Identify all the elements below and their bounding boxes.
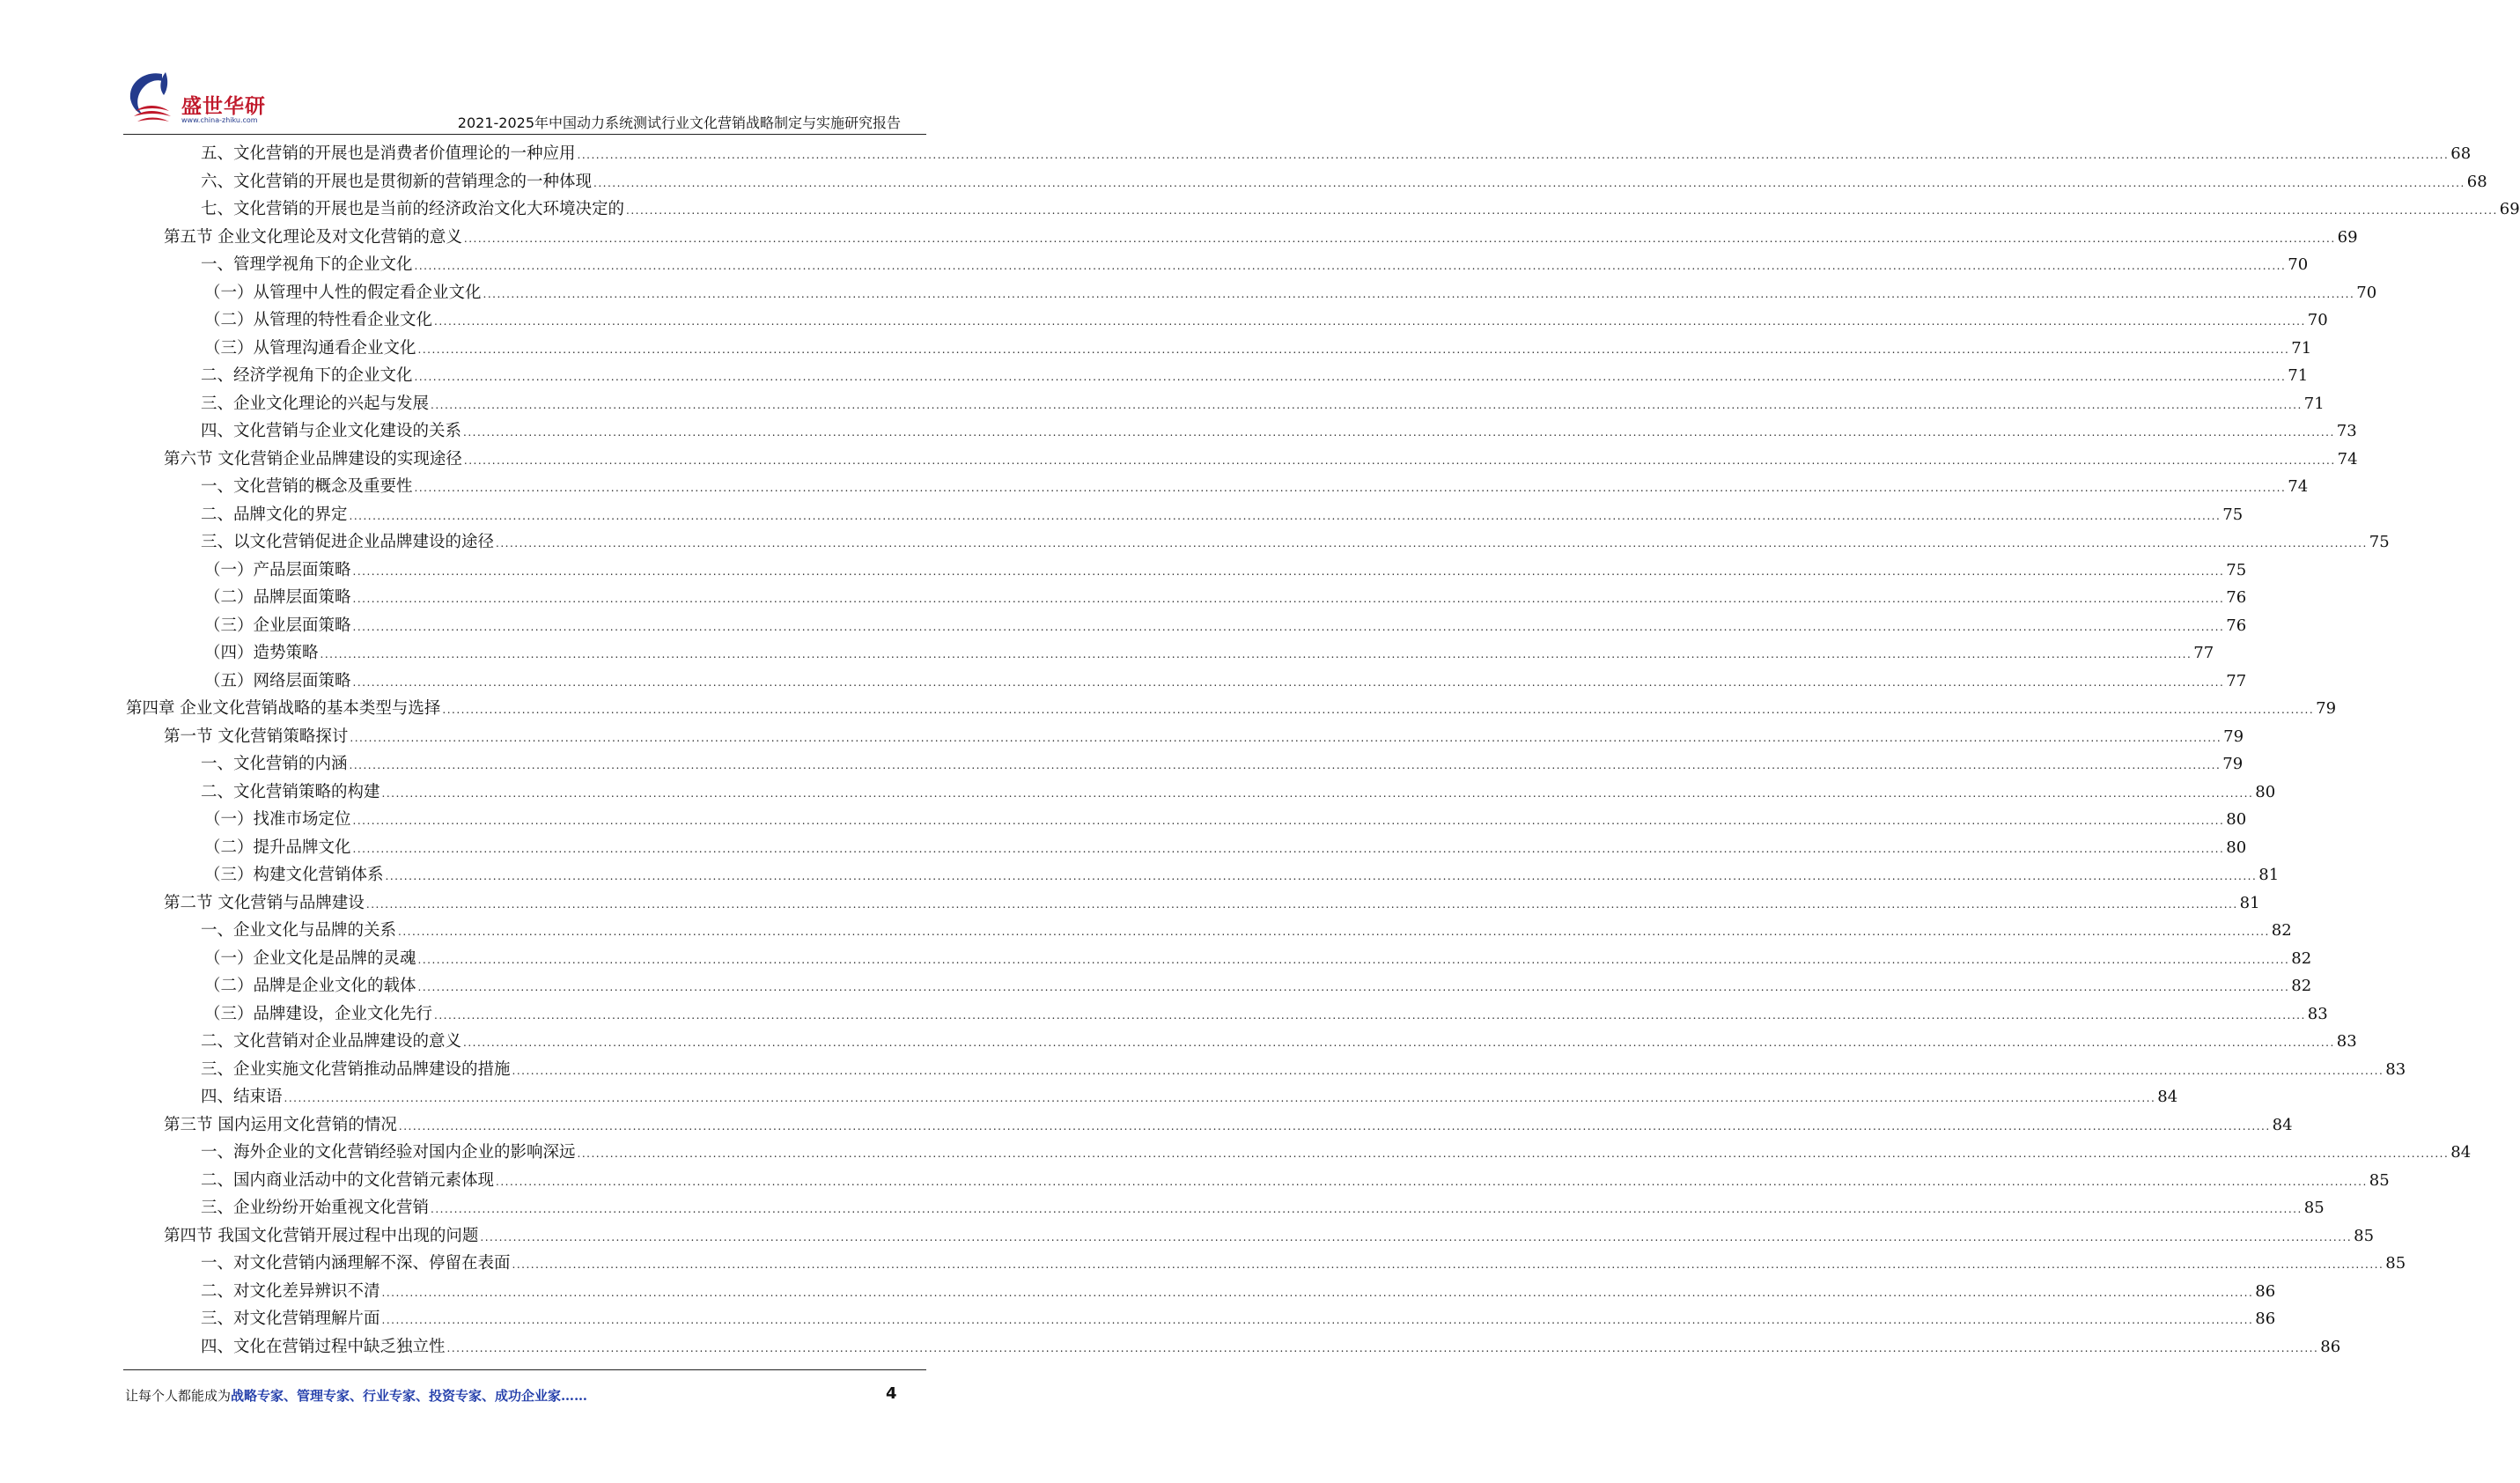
toc-entry[interactable] xyxy=(0,251,2309,279)
toc-entry-line xyxy=(201,750,2244,780)
toc-entry[interactable] xyxy=(0,168,2487,196)
toc-entry-page: 71 xyxy=(2288,366,2309,385)
toc-entry-line xyxy=(201,1056,2406,1086)
toc-entry-label: 二、经济学视角下的企业文化 xyxy=(201,366,413,385)
toc-entry-page: 69 xyxy=(2499,200,2520,218)
toc-entry-label: 第六节 文化营销企业品牌建设的实现途径 xyxy=(164,449,462,469)
toc-entry-label: （二）品牌层面策略 xyxy=(204,588,351,607)
toc-entry-page: 86 xyxy=(2255,1310,2276,1328)
toc-entry-line xyxy=(201,528,2390,558)
toc-entry[interactable] xyxy=(0,140,2472,168)
toc-entry-page: 86 xyxy=(2320,1337,2341,1356)
toc-entry-page: 79 xyxy=(2316,699,2337,718)
toc-entry-page: 77 xyxy=(2193,644,2214,662)
toc-entry[interactable] xyxy=(0,1056,2406,1084)
toc-leader-dots: ................................................................................................................................................................................................................................................................................................................................................................................................................ xyxy=(381,1286,2254,1299)
toc-entry-line xyxy=(201,1305,2276,1335)
toc-entry-label: （五）网络层面策略 xyxy=(204,671,351,690)
toc-entry[interactable] xyxy=(0,417,2357,446)
toc-entry-line xyxy=(201,473,2309,503)
toc-entry-page: 83 xyxy=(2385,1059,2406,1079)
toc-entry-label: （一）企业文化是品牌的灵魂 xyxy=(204,948,416,968)
toc-entry-line xyxy=(204,612,2247,642)
toc-entry[interactable] xyxy=(0,1333,2341,1361)
toc-leader-dots: ................................................................................................................................................................................................................................................................................................................................................................................................................ xyxy=(480,1230,2353,1243)
logo-mark-icon xyxy=(123,69,180,125)
toc-leader-dots: ................................................................................................................................................................................................................................................................................................................................................................................................................ xyxy=(398,926,2270,938)
toc-entry-label: 三、企业实施文化营销推动品牌建设的措施 xyxy=(201,1059,511,1079)
toc-entry-label: 四、文化营销与企业文化建设的关系 xyxy=(201,422,462,440)
table-of-contents xyxy=(0,140,2520,1361)
toc-entry-line xyxy=(204,1000,2328,1030)
toc-entry-page: 68 xyxy=(2450,144,2472,163)
toc-entry-label: 三、企业纷纷开始重视文化营销 xyxy=(201,1199,430,1217)
toc-entry-line xyxy=(204,584,2247,614)
toc-entry[interactable] xyxy=(0,945,2312,973)
toc-entry-page: 84 xyxy=(2450,1143,2472,1162)
toc-leader-dots: ................................................................................................................................................................................................................................................................................................................................................................................................................ xyxy=(446,1341,2319,1354)
toc-entry-line xyxy=(164,1222,2375,1252)
toc-entry[interactable] xyxy=(0,778,2276,807)
toc-entry-label: 一、对文化营销内涵理解不深、停留在表面 xyxy=(201,1254,511,1273)
toc-entry-label: 一、管理学视角下的企业文化 xyxy=(201,255,413,274)
toc-entry-page: 80 xyxy=(2255,782,2276,801)
toc-entry-label: （三）企业层面策略 xyxy=(204,616,351,635)
toc-entry[interactable] xyxy=(0,279,2377,307)
toc-entry[interactable] xyxy=(0,695,2337,723)
toc-entry[interactable] xyxy=(0,446,2358,474)
toc-leader-dots: ................................................................................................................................................................................................................................................................................................................................................................................................................ xyxy=(512,1258,2384,1271)
toc-entry-line xyxy=(201,1333,2341,1363)
toc-entry[interactable] xyxy=(0,1278,2276,1306)
toc-leader-dots: ................................................................................................................................................................................................................................................................................................................................................................................................................ xyxy=(414,482,2287,494)
toc-entry[interactable] xyxy=(0,639,2214,668)
toc-leader-dots: ................................................................................................................................................................................................................................................................................................................................................................................................................ xyxy=(349,509,2222,522)
toc-entry-page: 82 xyxy=(2291,948,2312,968)
logo-name: 盛世华研 xyxy=(181,95,266,118)
toc-entry-label: （一）产品层面策略 xyxy=(204,560,351,579)
toc-entry-page: 85 xyxy=(2303,1199,2325,1217)
toc-entry-label: 二、品牌文化的界定 xyxy=(201,505,348,524)
toc-entry-line xyxy=(164,723,2244,753)
toc-entry-label: （三）从管理沟通看企业文化 xyxy=(204,338,416,358)
toc-entry[interactable] xyxy=(0,1222,2375,1251)
page-header xyxy=(0,0,1049,134)
toc-leader-dots: ................................................................................................................................................................................................................................................................................................................................................................................................................ xyxy=(352,593,2225,605)
toc-entry[interactable] xyxy=(0,335,2312,363)
toc-entry-line xyxy=(204,861,2280,891)
toc-entry[interactable] xyxy=(0,501,2244,529)
toc-entry-page: 70 xyxy=(2307,311,2328,329)
toc-entry-page: 76 xyxy=(2226,588,2247,607)
toc-entry-page: 75 xyxy=(2222,505,2244,524)
toc-leader-dots: ................................................................................................................................................................................................................................................................................................................................................................................................................ xyxy=(385,870,2258,882)
toc-entry[interactable] xyxy=(0,390,2325,418)
toc-entry[interactable] xyxy=(0,584,2247,612)
toc-entry-page: 84 xyxy=(2272,1115,2293,1134)
toc-entry-line xyxy=(201,1139,2472,1169)
toc-leader-dots: ................................................................................................................................................................................................................................................................................................................................................................................................................ xyxy=(463,454,2336,467)
toc-leader-dots: ................................................................................................................................................................................................................................................................................................................................................................................................................ xyxy=(352,564,2225,578)
toc-leader-dots: ................................................................................................................................................................................................................................................................................................................................................................................................................ xyxy=(352,842,2225,855)
toc-entry-page: 71 xyxy=(2303,394,2325,413)
toc-leader-dots: ................................................................................................................................................................................................................................................................................................................................................................................................................ xyxy=(398,1119,2271,1133)
toc-entry-line xyxy=(164,889,2260,919)
toc-entry-line xyxy=(164,224,2358,254)
toc-entry-line xyxy=(204,834,2247,864)
toc-entry-line xyxy=(201,140,2472,170)
toc-entry-label: 二、文化营销对企业品牌建设的意义 xyxy=(201,1032,462,1051)
toc-entry-line xyxy=(204,972,2312,1002)
toc-entry-line xyxy=(204,335,2312,365)
toc-leader-dots: ................................................................................................................................................................................................................................................................................................................................................................................................................ xyxy=(414,371,2287,383)
toc-entry-line xyxy=(201,390,2325,420)
toc-entry-label: 二、国内商业活动中的文化营销元素体现 xyxy=(201,1170,495,1190)
toc-entry-page: 86 xyxy=(2255,1281,2276,1301)
toc-leader-dots: ................................................................................................................................................................................................................................................................................................................................................................................................................ xyxy=(496,537,2368,550)
toc-entry[interactable] xyxy=(0,1194,2325,1222)
toc-entry[interactable] xyxy=(0,362,2309,390)
toc-entry[interactable] xyxy=(0,806,2247,834)
toc-entry-line xyxy=(201,917,2292,947)
toc-entry[interactable] xyxy=(0,1167,2390,1195)
toc-entry-page: 75 xyxy=(2226,560,2247,579)
toc-leader-dots: ................................................................................................................................................................................................................................................................................................................................................................................................................ xyxy=(496,1175,2368,1188)
toc-entry-label: （三）构建文化营销体系 xyxy=(204,866,384,884)
toc-leader-dots: ................................................................................................................................................................................................................................................................................................................................................................................................................ xyxy=(414,260,2287,272)
toc-entry-page: 77 xyxy=(2226,671,2247,690)
toc-entry-page: 69 xyxy=(2337,227,2358,247)
toc-leader-dots: ................................................................................................................................................................................................................................................................................................................................................................................................................ xyxy=(463,232,2336,245)
toc-entry-label: 七、文化营销的开展也是当前的经济政治文化大环境决定的 xyxy=(201,200,625,218)
footer-tagline-prefix: 让每个人都能成为 xyxy=(125,1388,232,1404)
toc-entry-label: 第五节 企业文化理论及对文化营销的意义 xyxy=(164,227,462,247)
toc-entry-label: （三）品牌建设，企业文化先行 xyxy=(204,1004,433,1023)
toc-entry-label: （二）从管理的特性看企业文化 xyxy=(204,311,433,329)
toc-entry-page: 83 xyxy=(2307,1004,2328,1023)
toc-entry-line xyxy=(201,196,2520,225)
toc-entry-label: （一）从管理中人性的假定看企业文化 xyxy=(204,283,482,302)
toc-entry-page: 75 xyxy=(2369,533,2390,551)
toc-entry-label: （一）找准市场定位 xyxy=(204,810,351,829)
toc-leader-dots: ................................................................................................................................................................................................................................................................................................................................................................................................................ xyxy=(352,620,2225,633)
toc-entry-page: 85 xyxy=(2385,1254,2406,1273)
toc-entry-page: 82 xyxy=(2271,921,2292,940)
toc-leader-dots: ................................................................................................................................................................................................................................................................................................................................................................................................................ xyxy=(284,1092,2156,1104)
toc-entry-line xyxy=(126,695,2337,725)
toc-entry-line xyxy=(204,279,2377,309)
toc-entry-page: 70 xyxy=(2288,255,2309,274)
page-number: 4 xyxy=(886,1384,897,1403)
toc-leader-dots: ................................................................................................................................................................................................................................................................................................................................................................................................................ xyxy=(626,204,2498,217)
toc-entry[interactable] xyxy=(0,723,2244,751)
toc-entry-page: 80 xyxy=(2226,837,2247,857)
toc-entry-page: 74 xyxy=(2337,449,2358,469)
toc-entry[interactable] xyxy=(0,1000,2328,1029)
toc-entry[interactable] xyxy=(0,834,2247,862)
toc-leader-dots: ................................................................................................................................................................................................................................................................................................................................................................................................................ xyxy=(434,1008,2306,1022)
toc-leader-dots: ................................................................................................................................................................................................................................................................................................................................................................................................................ xyxy=(577,149,2450,161)
company-logo xyxy=(123,69,273,132)
toc-entry-page: 79 xyxy=(2222,755,2244,773)
toc-entry-page: 71 xyxy=(2291,338,2312,358)
toc-entry[interactable] xyxy=(0,224,2358,252)
toc-entry[interactable] xyxy=(0,196,2520,224)
footer-divider xyxy=(123,1369,926,1370)
toc-leader-dots: ................................................................................................................................................................................................................................................................................................................................................................................................................ xyxy=(352,815,2225,827)
toc-leader-dots: ................................................................................................................................................................................................................................................................................................................................................................................................................ xyxy=(431,398,2303,411)
toc-leader-dots: ................................................................................................................................................................................................................................................................................................................................................................................................................ xyxy=(352,675,2225,689)
toc-entry[interactable] xyxy=(0,1305,2276,1333)
toc-entry[interactable] xyxy=(0,668,2247,696)
toc-leader-dots: ................................................................................................................................................................................................................................................................................................................................................................................................................ xyxy=(381,786,2254,800)
toc-entry-page: 74 xyxy=(2288,477,2309,496)
toc-entry[interactable] xyxy=(0,612,2247,640)
toc-entry-line xyxy=(204,945,2312,975)
toc-leader-dots: ................................................................................................................................................................................................................................................................................................................................................................................................................ xyxy=(381,1314,2254,1326)
toc-entry-page: 73 xyxy=(2336,422,2357,440)
toc-entry[interactable] xyxy=(0,861,2280,889)
toc-leader-dots: ................................................................................................................................................................................................................................................................................................................................................................................................................ xyxy=(417,981,2290,993)
toc-entry-label: 五、文化营销的开展也是消费者价值理论的一种应用 xyxy=(201,144,576,163)
toc-leader-dots: ................................................................................................................................................................................................................................................................................................................................................................................................................ xyxy=(320,648,2192,660)
toc-entry-page: 83 xyxy=(2336,1032,2357,1051)
toc-entry-label: 四、文化在营销过程中缺乏独立性 xyxy=(201,1337,446,1356)
toc-entry-label: 一、文化营销的概念及重要性 xyxy=(201,477,413,496)
toc-leader-dots: ................................................................................................................................................................................................................................................................................................................................................................................................................ xyxy=(463,1037,2335,1049)
toc-entry-page: 80 xyxy=(2226,810,2247,829)
toc-entry[interactable] xyxy=(0,972,2312,1000)
toc-entry-line xyxy=(201,1194,2325,1224)
toc-entry-page: 84 xyxy=(2157,1088,2178,1106)
toc-entry-page: 82 xyxy=(2291,977,2312,995)
toc-leader-dots: ................................................................................................................................................................................................................................................................................................................................................................................................................ xyxy=(463,426,2335,439)
toc-leader-dots: ................................................................................................................................................................................................................................................................................................................................................................................................................ xyxy=(442,704,2315,716)
toc-leader-dots: ................................................................................................................................................................................................................................................................................................................................................................................................................ xyxy=(349,759,2222,771)
toc-leader-dots: ................................................................................................................................................................................................................................................................................................................................................................................................................ xyxy=(577,1147,2450,1160)
toc-entry-label: 二、文化营销策略的构建 xyxy=(201,782,380,801)
header-divider xyxy=(123,134,926,135)
toc-entry-line xyxy=(201,417,2357,447)
toc-entry-line xyxy=(201,1167,2390,1197)
footer-tagline-emphasis: 战略专家、管理专家、行业专家、投资专家、成功企业家…… xyxy=(231,1388,588,1404)
toc-entry-label: 三、对文化营销理解片面 xyxy=(201,1310,380,1328)
toc-entry-label: 第四节 我国文化营销开展过程中出现的问题 xyxy=(164,1226,479,1245)
toc-leader-dots: ................................................................................................................................................................................................................................................................................................................................................................................................................ xyxy=(512,1064,2384,1077)
toc-entry-label: 六、文化营销的开展也是贯彻新的营销理念的一种体现 xyxy=(201,172,593,191)
toc-entry[interactable] xyxy=(0,306,2328,335)
toc-entry-page: 81 xyxy=(2258,866,2280,884)
toc-entry-line xyxy=(164,1111,2293,1141)
toc-entry-line xyxy=(204,557,2247,587)
toc-leader-dots: ................................................................................................................................................................................................................................................................................................................................................................................................................ xyxy=(417,953,2290,966)
document-title: 2021-2025年中国动力系统测试行业文化营销战略制定与实施研究报告 xyxy=(457,114,901,131)
logo-url: www.china-zhiku.com xyxy=(181,116,258,124)
toc-entry-label: 第四章 企业文化营销战略的基本类型与选择 xyxy=(126,699,441,718)
toc-entry-line xyxy=(201,168,2487,198)
toc-entry[interactable] xyxy=(0,917,2292,945)
toc-entry-page: 85 xyxy=(2354,1226,2375,1245)
toc-leader-dots: ................................................................................................................................................................................................................................................................................................................................................................................................................ xyxy=(593,176,2465,189)
toc-entry[interactable] xyxy=(0,1083,2178,1111)
toc-entry[interactable] xyxy=(0,557,2247,585)
toc-entry-label: 一、企业文化与品牌的关系 xyxy=(201,921,397,940)
toc-entry-line xyxy=(201,778,2276,808)
toc-entry-line xyxy=(201,1083,2178,1113)
toc-leader-dots: ................................................................................................................................................................................................................................................................................................................................................................................................................ xyxy=(350,731,2222,744)
toc-entry-page: 79 xyxy=(2223,727,2244,746)
toc-leader-dots: ................................................................................................................................................................................................................................................................................................................................................................................................................ xyxy=(434,315,2306,328)
toc-entry-page: 70 xyxy=(2356,283,2377,302)
toc-entry-line xyxy=(204,639,2214,669)
toc-entry-page: 81 xyxy=(2239,893,2260,912)
toc-leader-dots: ................................................................................................................................................................................................................................................................................................................................................................................................................ xyxy=(365,897,2238,911)
toc-entry-line xyxy=(201,1028,2357,1058)
toc-entry[interactable] xyxy=(0,1028,2357,1056)
toc-entry[interactable] xyxy=(0,889,2260,918)
toc-entry-line xyxy=(201,362,2309,392)
toc-entry-label: 三、企业文化理论的兴起与发展 xyxy=(201,394,430,413)
toc-entry[interactable] xyxy=(0,528,2390,557)
toc-entry-label: 第一节 文化营销策略探讨 xyxy=(164,727,349,746)
toc-entry[interactable] xyxy=(0,473,2309,501)
toc-entry-line xyxy=(204,806,2247,836)
toc-entry-line xyxy=(201,251,2309,281)
footer-tagline xyxy=(125,1386,587,1405)
toc-entry-line xyxy=(204,668,2247,697)
toc-entry-label: 三、以文化营销促进企业品牌建设的途径 xyxy=(201,533,495,551)
toc-entry-line xyxy=(204,306,2328,336)
toc-entry-line xyxy=(201,501,2244,531)
toc-leader-dots: ................................................................................................................................................................................................................................................................................................................................................................................................................ xyxy=(417,343,2290,356)
toc-entry-label: （二）提升品牌文化 xyxy=(204,837,351,857)
toc-entry-label: 一、文化营销的内涵 xyxy=(201,755,348,773)
toc-entry[interactable] xyxy=(0,1111,2293,1140)
toc-leader-dots: ................................................................................................................................................................................................................................................................................................................................................................................................................ xyxy=(431,1203,2303,1215)
toc-entry-label: 一、海外企业的文化营销经验对国内企业的影响深远 xyxy=(201,1143,576,1162)
toc-entry[interactable] xyxy=(0,1250,2406,1278)
toc-entry-label: 第二节 文化营销与品牌建设 xyxy=(164,893,365,912)
toc-entry-label: 第三节 国内运用文化营销的情况 xyxy=(164,1115,397,1134)
toc-entry-label: 二、对文化差异辨识不清 xyxy=(201,1281,380,1301)
toc-entry-label: （四）造势策略 xyxy=(204,644,319,662)
toc-entry-page: 85 xyxy=(2369,1170,2390,1190)
toc-entry-line xyxy=(201,1278,2276,1308)
toc-leader-dots: ................................................................................................................................................................................................................................................................................................................................................................................................................ xyxy=(483,287,2355,300)
toc-entry-line xyxy=(201,1250,2406,1280)
toc-entry-page: 68 xyxy=(2466,172,2487,191)
toc-entry-label: （二）品牌是企业文化的载体 xyxy=(204,977,416,995)
toc-entry[interactable] xyxy=(0,750,2244,778)
toc-entry[interactable] xyxy=(0,1139,2472,1167)
toc-entry-line xyxy=(164,446,2358,476)
toc-entry-page: 76 xyxy=(2226,616,2247,635)
toc-entry-label: 四、结束语 xyxy=(201,1088,283,1106)
